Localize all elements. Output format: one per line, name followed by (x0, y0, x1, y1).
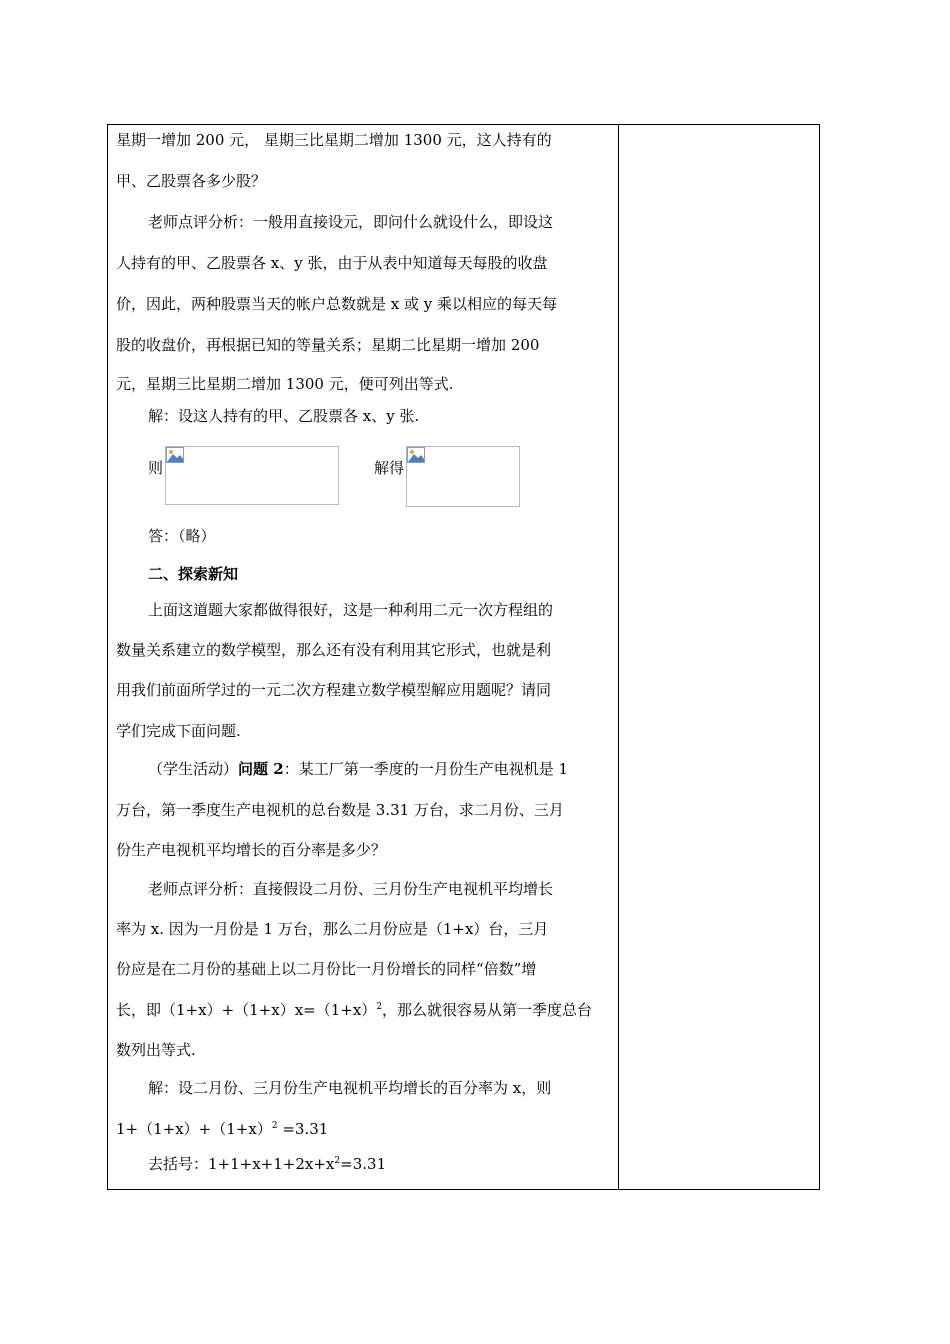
paragraph-line: 万台，第一季度生产电视机的总台数是 3.31 万台，求二月份、三月 (116, 801, 564, 819)
formula-line (116, 1120, 328, 1138)
formula-text: 1+（1+x）+（1+x） (116, 1120, 272, 1138)
paragraph-line: 甲、乙股票各多少股？ (116, 172, 267, 190)
broken-image-icon (407, 447, 425, 463)
paragraph-line: 人持有的甲、乙股票各 x、y 张，由于从表中知道每天每股的收盘 (116, 254, 548, 272)
problem2-text: ：某工厂第一季度的一月份生产电视机是 1 (283, 760, 569, 778)
problem2-label: 问题 2 (238, 760, 284, 778)
formula-text: =3.31 (277, 1120, 329, 1138)
paragraph-line: 价，因此，两种股票当天的帐户总数就是 x 或 y 乘以相应的每天每 (116, 295, 558, 313)
paragraph-line: 老师点评分析：直接假设二月份、三月份生产电视机平均增长 (148, 880, 554, 898)
jiede-label: 解得 (374, 459, 405, 477)
paragraph-line: 元，星期三比星期二增加 1300 元，便可列出等式. (116, 375, 454, 393)
formula-text: ，那么就很容易从第一季度总台 (382, 1001, 593, 1019)
formula-text: 长，即（1+x）+（1+x）x=（1+x） (116, 1001, 377, 1019)
broken-image-icon (166, 447, 184, 463)
problem2-line (148, 760, 568, 778)
paragraph-line: 数列出等式. (116, 1041, 196, 1059)
equation-image-placeholder (165, 446, 339, 505)
column-divider (618, 125, 619, 1189)
exponent: 2 (376, 1002, 383, 1012)
answer-line: 答：（略） (148, 527, 216, 545)
formula-text: 去括号：1+1+x+1+2x+x (148, 1155, 335, 1173)
paragraph-line: 解：设这人持有的甲、乙股票各 x、y 张. (148, 407, 420, 425)
paragraph-line: 上面这道题大家都做得很好，这是一种利用二元一次方程组的 (148, 601, 554, 619)
paragraph-line: 老师点评分析：一般用直接设元，即问什么就设什么，即设这 (148, 213, 554, 231)
exponent: 2 (334, 1156, 341, 1166)
formula-line (116, 1001, 592, 1019)
section-heading: 二、探索新知 (148, 565, 239, 583)
ze-label: 则 (148, 459, 164, 477)
formula-line (148, 1155, 386, 1173)
paragraph-line: 学们完成下面问题. (116, 722, 241, 740)
paragraph-line: 星期一增加 200 元， 星期三比星期二增加 1300 元，这人持有的 (116, 131, 552, 149)
paragraph-line: 解：设二月份、三月份生产电视机平均增长的百分率为 x，则 (148, 1079, 552, 1097)
solution-image-placeholder (406, 446, 520, 507)
paragraph-line: 率为 x. 因为一月份是 1 万台，那么二月份应是（1+x）台，三月 (116, 920, 549, 938)
exponent: 2 (271, 1121, 278, 1131)
paragraph-line: 数量关系建立的数学模型，那么还有没有利用其它形式，也就是利 (116, 641, 552, 659)
problem2-prefix: （学生活动） (148, 760, 239, 778)
paragraph-line: 用我们前面所学过的一元二次方程建立数学模型解应用题呢？请同 (116, 681, 552, 699)
paragraph-line: 份生产电视机平均增长的百分率是多少？ (116, 841, 387, 859)
paragraph-line: 股的收盘价，再根据已知的等量关系；星期二比星期一增加 200 (116, 336, 540, 354)
formula-text: =3.31 (340, 1155, 387, 1173)
paragraph-line: 份应是在二月份的基础上以二月份比一月份增长的同样“倍数”增 (116, 960, 537, 978)
